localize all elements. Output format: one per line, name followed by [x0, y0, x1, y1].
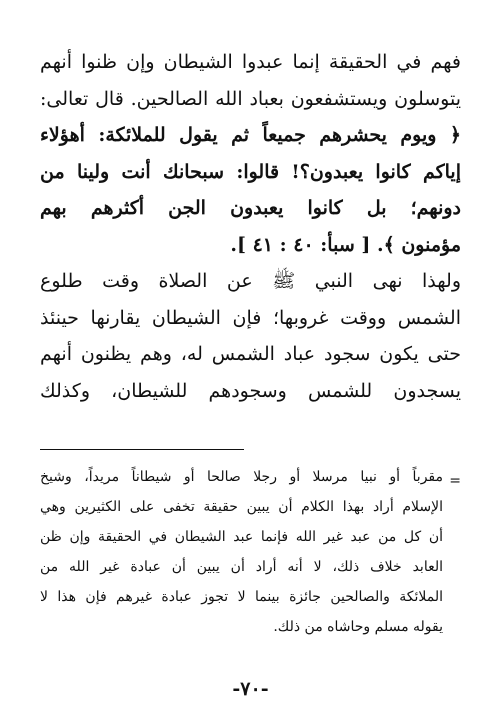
- page-number: -٧٠-: [232, 678, 269, 700]
- footnote-separator: [40, 449, 244, 450]
- footnote-continuation-mark: =: [449, 473, 461, 489]
- footnote-line-6: يقوله مسلم وحاشاه من ذلك.: [273, 619, 443, 635]
- text-line-8: الشمس ووقت غروبها؛ فإن الشيطان يقارنها حينئذ: [40, 306, 461, 329]
- text-line-10: يسجدون للشمس وسجودهم للشيطان، وكذلك: [40, 379, 461, 402]
- quran-verse-line-1: ﴿ ويوم يحشرهم جميعاً ثم يقول للملائكة: أهؤلاء: [40, 124, 461, 146]
- quran-verse-line-3: دونهم؛ بل كانوا يعبدون الجن أكثرهم بهم: [40, 197, 461, 219]
- footnote-line-2: الإسلام أراد بهذا الكلام أن يبين حقيقة تخفى على الكثيرين وهي: [40, 499, 443, 515]
- footnote-line-1: مقرباً أو نبيا مرسلا أو رجلا صالحا أو شيطاناً مريداً، وشيخ: [40, 469, 443, 485]
- quran-verse-line-4: مؤمنون ﴾. [ سبأ: ٤٠ : ٤١ ].: [230, 233, 461, 256]
- footnote-line-5: الملائكة والصالحين جائزة بينما لا تجوز عبادة غيرهم فإن هذا لا: [40, 589, 443, 605]
- text-line-2: يتوسلون ويستشفعون بعباد الله الصالحين. قال تعالى:: [40, 87, 461, 110]
- text-line-9: حتى يكون سجود عباد الشمس له، وهم يظنون أنهم: [40, 343, 461, 365]
- text-line-7: ولهذا نهى النبي ﷺ عن الصلاة وقت طلوع: [40, 270, 461, 292]
- quran-verse-line-2: إياكم كانوا يعبدون؟! قالوا: سبحانك أنت ولينا من: [40, 160, 461, 183]
- main-text: [40, 44, 461, 409]
- footnote-line-3: أن كل من عبد غير الله فإنما عبد الشيطان في الحقيقة وإن ظن: [40, 529, 443, 545]
- footnote-line-4: العابد خلاف ذلك، لا أنه أراد أن يبين أن عبادة غير الله من: [40, 559, 443, 575]
- text-line-1: فهم في الحقيقة إنما عبدوا الشيطان وإن ظنوا أنهم: [40, 51, 461, 73]
- footnote-text: [40, 462, 443, 642]
